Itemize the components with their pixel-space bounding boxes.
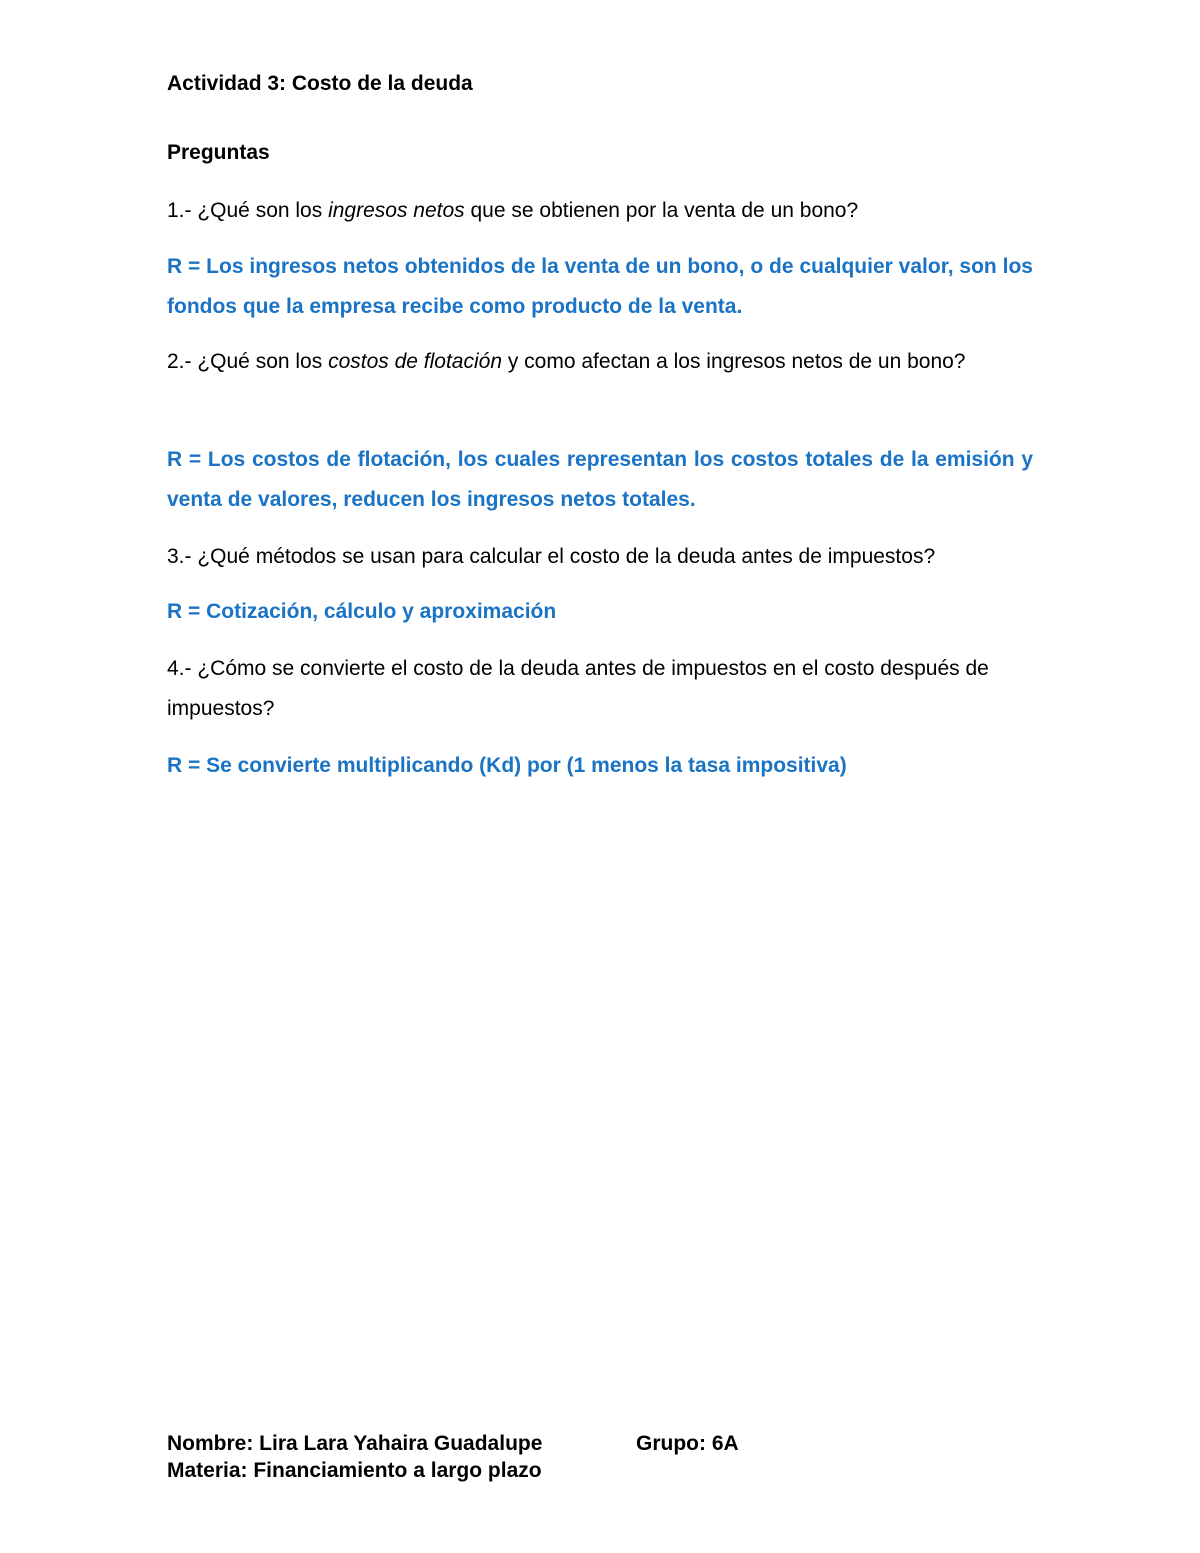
- document-title: Actividad 3: Costo de la deuda: [167, 72, 473, 95]
- answer-2: R = Los costos de flotación, los cuales representan los costos totales de la emisión y venta de valores, reducen los ingresos netos totales.: [167, 448, 1033, 511]
- question-2-suffix: y como afectan a los ingresos netos de un bono?: [502, 350, 966, 373]
- question-1-suffix: que se obtienen por la venta de un bono?: [464, 199, 859, 222]
- question-2: [167, 342, 1033, 382]
- footer-name: Nombre: Lira Lara Yahaira Guadalupe: [167, 1432, 543, 1455]
- question-3: 3.- ¿Qué métodos se usan para calcular el costo de la deuda antes de impuestos?: [167, 545, 936, 568]
- question-4: 4.- ¿Cómo se convierte el costo de la deuda antes de impuestos en el costo después de impuestos?: [167, 657, 989, 720]
- question-1-prefix: 1.- ¿Qué son los: [167, 199, 329, 222]
- question-2-prefix: 2.- ¿Qué son los: [167, 350, 329, 373]
- question-1-emphasis: ingresos netos: [328, 199, 465, 222]
- answer-1: R = Los ingresos netos obtenidos de la venta de un bono, o de cualquier valor, son los fondos que la empresa recibe como producto de la venta.: [167, 255, 1033, 318]
- footer-subject: Materia: Financiamiento a largo plazo: [167, 1459, 542, 1482]
- question-2-emphasis: costos de flotación: [328, 350, 503, 373]
- answer-4: R = Se convierte multiplicando (Kd) por (1 menos la tasa impositiva): [167, 754, 847, 777]
- answer-3: R = Cotización, cálculo y aproximación: [167, 600, 557, 623]
- footer-group: Grupo: 6A: [636, 1432, 739, 1455]
- question-1: [167, 191, 1033, 231]
- section-heading: Preguntas: [167, 141, 270, 164]
